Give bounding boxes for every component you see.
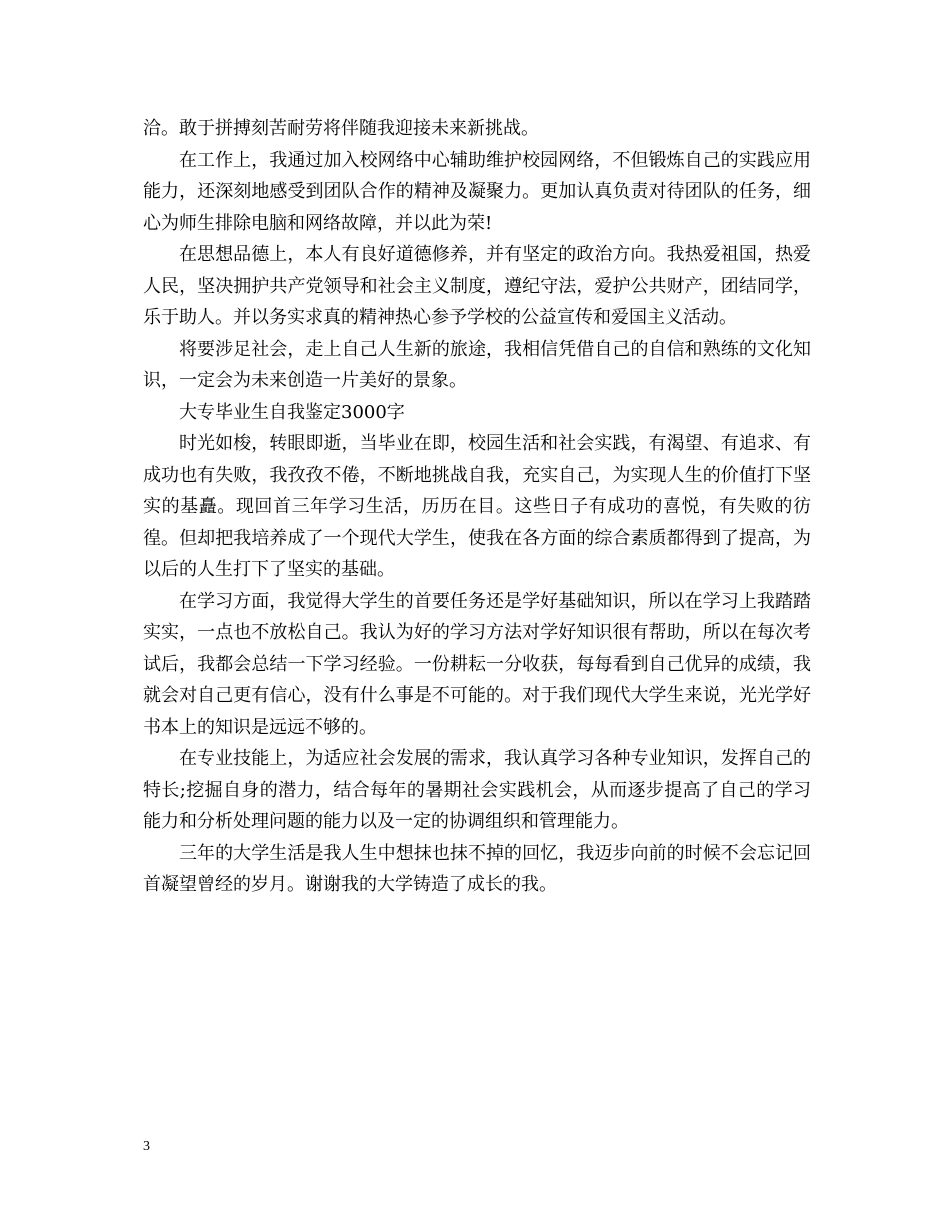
paragraph-7: 在学习方面，我觉得大学生的首要任务还是学好基础知识，所以在学习上我踏踏实实，一点也不放松自己。我认为好的学习方法对学好知识很有帮助，所以在每次考试后，我都会总结一下学习经验。一份耕耘一分收获，每每看到自己优异的成绩，我就会对自己更有信心，没有什么事是不可能的。对于我们现代大学生来说，光光学好书本上的知识是远远不够的。: [143, 590, 811, 738]
paragraph-4: 将要涉足社会，走上自己人生新的旅途，我相信凭借自己的自信和熟练的文化知识，一定会为未来创造一片美好的景象。: [143, 338, 811, 391]
paragraph-6: 时光如梭，转眼即逝，当毕业在即，校园生活和社会实践，有渴望、有追求、有成功也有失败，我孜孜不倦，不断地挑战自我，充实自己，为实现人生的价值打下坚实的基矗。现回首三年学习生活，历历在目。这些日子有成功的喜悦，有失败的彷徨。但却把我培养成了一个现代大学生，使我在各方面的综合素质都得到了提高，为以后的人生打下了坚实的基础。: [143, 433, 811, 580]
document-body: [143, 113, 811, 901]
paragraph-9: 三年的大学生活是我人生中想抹也抹不掉的回忆，我迈步向前的时候不会忘记回首凝望曾经的岁月。谢谢我的大学铸造了成长的我。: [143, 842, 811, 895]
section-heading: 大专毕业生自我鉴定3000字: [179, 401, 405, 423]
paragraph-2: 在工作上，我通过加入校网络中心辅助维护校园网络，不但锻炼自己的实践应用能力，还深刻地感受到团队合作的精神及凝聚力。更加认真负责对待团队的任务，细心为师生排除电脑和网络故障，并以此为荣!: [143, 149, 811, 234]
paragraph-1: 洽。敢于拼搏刻苦耐劳将伴随我迎接未来新挑战。: [143, 118, 539, 139]
paragraph-8: 在专业技能上，为适应社会发展的需求，我认真学习各种专业知识，发挥自己的特长;挖掘自身的潜力，结合每年的暑期社会实践机会，从而逐步提高了自己的学习能力和分析处理问题的能力以及一定的协调组织和管理能力。: [143, 748, 811, 832]
paragraph-3: 在思想品德上，本人有良好道德修养，并有坚定的政治方向。我热爱祖国，热爱人民，坚决拥护共产党领导和社会主义制度，遵纪守法，爱护公共财产，团结同学，乐于助人。并以务实求真的精神热心参予学校的公益宣传和爱国主义活动。: [143, 244, 811, 328]
page-number: 3: [143, 1139, 150, 1154]
